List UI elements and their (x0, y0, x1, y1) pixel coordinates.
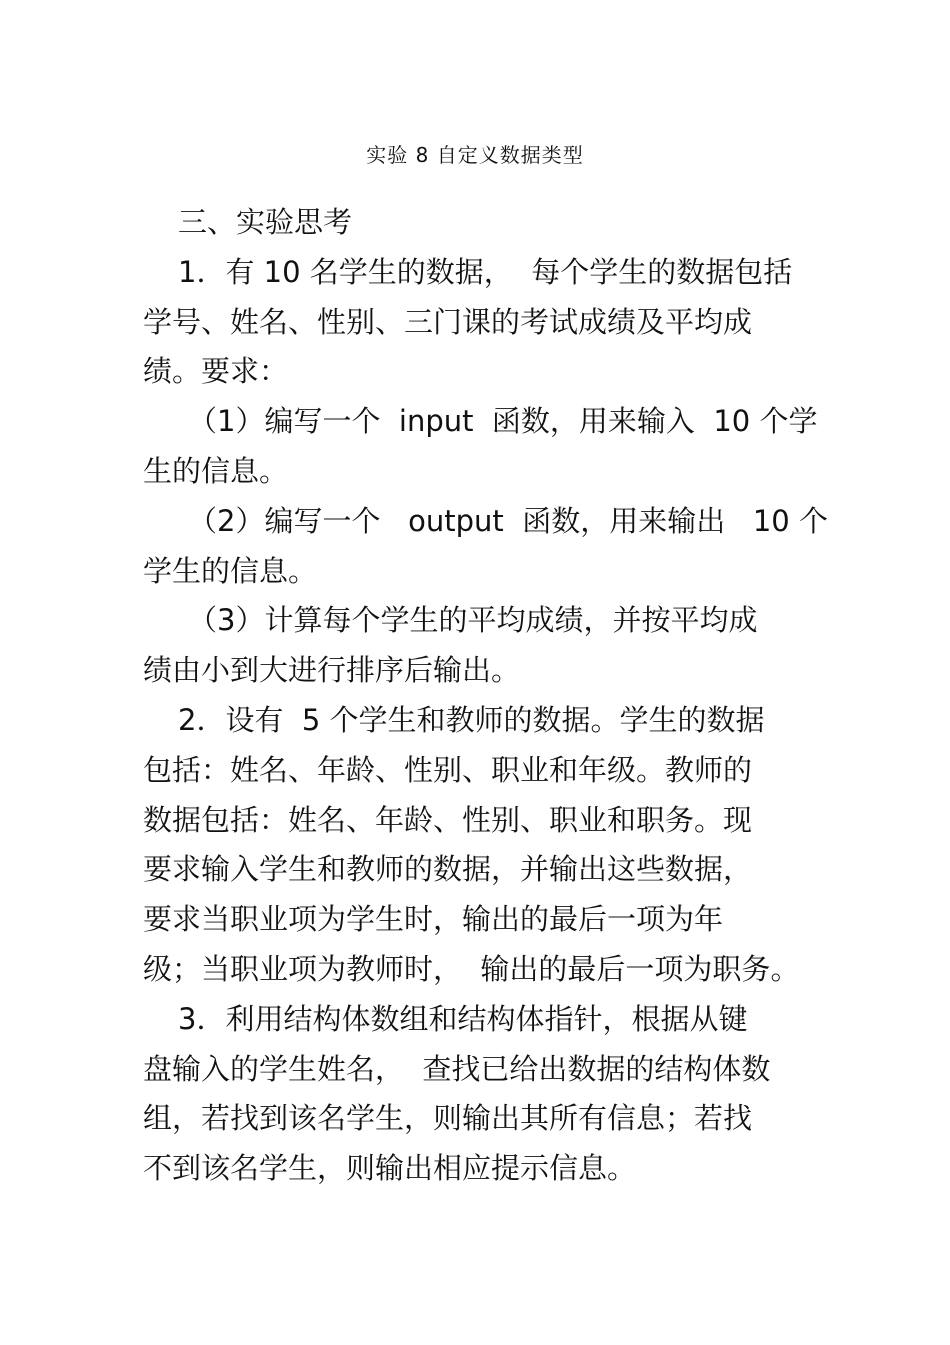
subitem-3-line-1: （3）计算每个学生的平均成绩，并按平均成 (188, 603, 758, 638)
question-3-line-1: 3．利用结构体数组和结构体指针，根据从键 (178, 1001, 748, 1036)
subitem-1-line-1: （1）编写一个 input 函数，用来输入 10 个学 (188, 404, 818, 439)
subitem-1-line-2: 生的信息。 (143, 453, 289, 488)
question-2-line-6: 级；当职业项为教师时， 输出的最后一项为职务。 (143, 951, 800, 986)
page-header: 实验 8 自定义数据类型 (366, 143, 584, 167)
question-3-line-4: 不到该名学生，则输出相应提示信息。 (143, 1151, 637, 1186)
question-2-line-5: 要求当职业项为学生时，输出的最后一项为年 (143, 902, 724, 937)
section-heading: 三、实验思考 (178, 205, 353, 239)
question-1-line-1: 1．有 10 名学生的数据， 每个学生的数据包括 (178, 254, 793, 289)
subitem-3-line-2: 绩由小到大进行排序后输出。 (143, 653, 521, 688)
question-2-line-4: 要求输入学生和教师的数据，并输出这些数据， (143, 852, 753, 887)
question-2-line-1: 2．设有 5 个学生和教师的数据。学生的数据 (178, 702, 765, 737)
subitem-2-line-2: 学生的信息。 (143, 553, 318, 588)
question-3-line-3: 组，若找到该名学生，则输出其所有信息；若找 (143, 1101, 753, 1136)
question-1-line-3: 绩。要求： (143, 354, 289, 389)
question-2-line-3: 数据包括：姓名、年龄、性别、职业和职务。现 (143, 802, 753, 837)
document-body (143, 198, 828, 1194)
question-1-line-2: 学号、姓名、性别、三门课的考试成绩及平均成 (143, 304, 753, 339)
subitem-2-line-1: （2）编写一个 output 函数，用来输出 10 个 (188, 503, 828, 538)
question-3-line-2: 盘输入的学生姓名， 查找已给出数据的结构体数 (143, 1051, 771, 1086)
question-2-line-2: 包括：姓名、年龄、性别、职业和年级。教师的 (143, 752, 753, 787)
